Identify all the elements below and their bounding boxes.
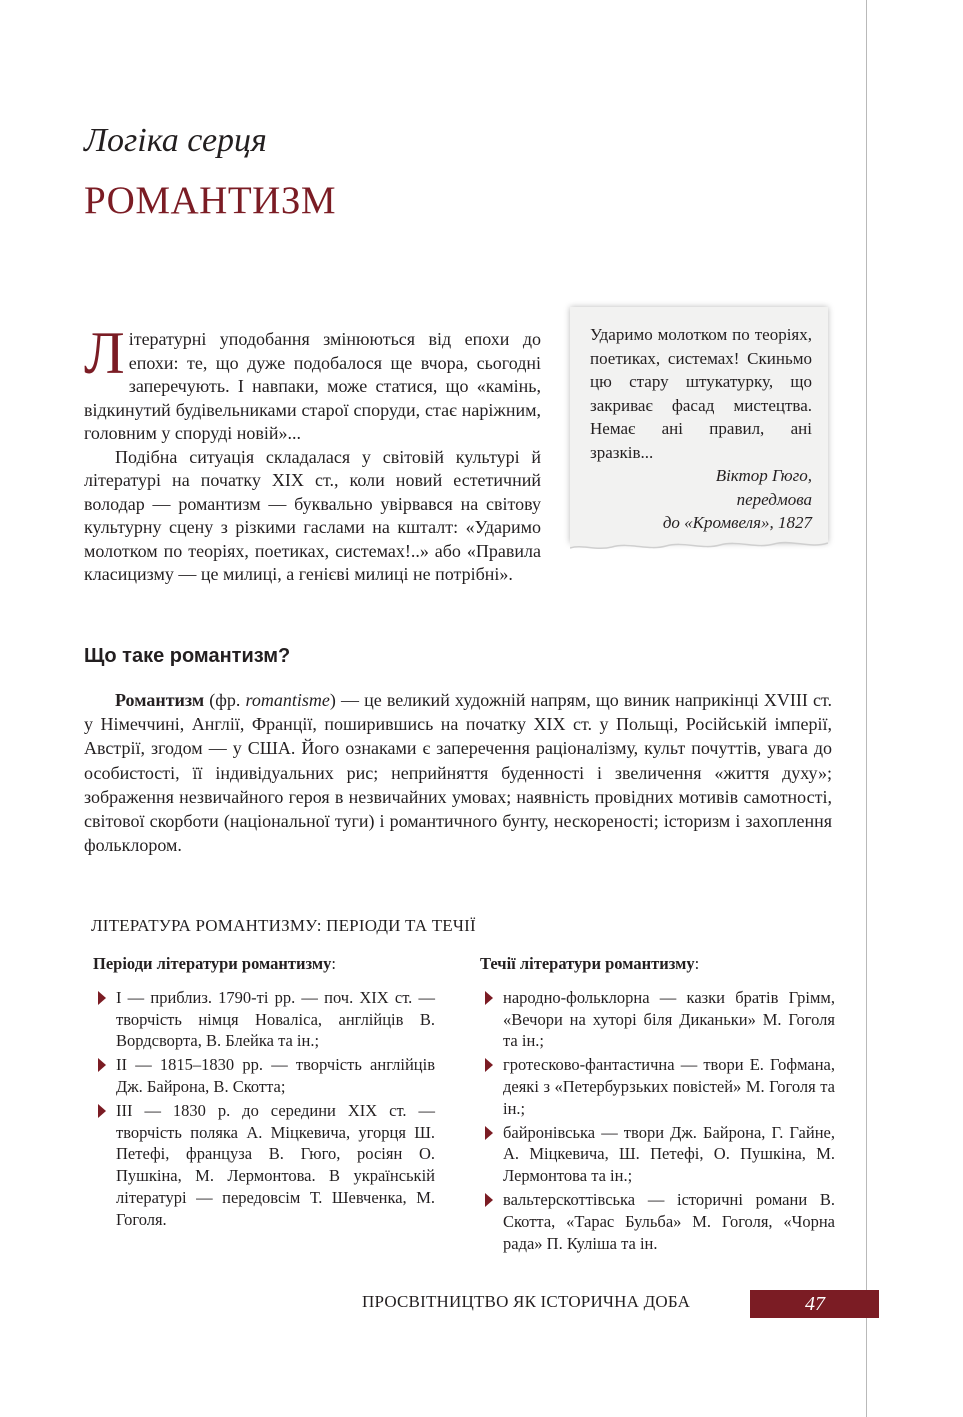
intro-paragraph-2: Подібна ситуація складалася у світовій культурі й літературі на початку XIX ст., коли новий естетичний володар — романтизм — буквально увірвався на світову культурну сцену з різкими гаслами на кшталт: «Ударимо молотком по теоріях, поетиках, системах!..» або «Правила класицизму — це милиці, а генієві милиці не потрібні».: [84, 446, 541, 584]
list-item: вальтерскоттівська — історичні романи В. Скотта, «Тарас Бульба» М. Гоголя, «Чорна рада» П. Куліша та ін.: [480, 1189, 835, 1254]
definition-origin-word: romantisme: [245, 690, 330, 710]
chapter-title: РОМАНТИЗМ: [84, 179, 337, 222]
currents-list: [480, 987, 835, 1255]
bullet-triangle-icon: [98, 1058, 106, 1072]
bullet-triangle-icon: [98, 1104, 106, 1118]
list-item: народно-фольклорна — казки братів Грімм, «Вечори на хуторі біля Диканьки» М. Гоголя та ін.;: [480, 987, 835, 1052]
romanticism-definition: Романтизм (фр. romantisme) — це великий художній напрям, що виник наприкінці XVIII ст. у Німеччині, Англії, Франції, поширившись на початку XIX ст. у Польщі, Російській імперії, Австрії, згодом — у США. Його ознаками є заперечення раціоналізму, культ почуттів, увага до особистості, її індивідуальних рис; неприйняття буденності і звеличення «життя духу»; зображення незвичайного героя в незвичайних умовах; наявність провідних мотивів самотності, світової скорботи (національної туги) і романтичного бунту, нескореності; історизм і захоплення фольклором.: [84, 690, 832, 856]
list-item: байронівська — твори Дж. Байрона, Г. Гайне, А. Міцкевича, Ш. Петефі, О. Пушкіна, М. Лермонтова та ін.;: [480, 1122, 835, 1187]
epigraph-source-line1: передмова: [736, 489, 812, 509]
table-caption: ЛІТЕРАТУРА РОМАНТИЗМУ: ПЕРІОДИ ТА ТЕЧІЇ: [91, 916, 476, 935]
list-item: гротесково-фантастична — твори Е. Гофмана, деякі з «Петербурзьких повістей» М. Гоголя та ін.;: [480, 1054, 835, 1119]
epigraph-text: Ударимо молотком по теоріях, поетиках, системах! Скиньмо цю стару штукатурку, що закриває фасад мистецтва. Немає ані правил, ані зразків...: [590, 325, 812, 462]
bullet-triangle-icon: [98, 991, 106, 1005]
definition-term: Романтизм: [115, 690, 205, 710]
bullet-triangle-icon: [485, 1058, 493, 1072]
currents-column: [480, 953, 835, 1256]
epigraph-author: Віктор Гюго,: [715, 466, 812, 485]
subheading-what-is-romanticism: Що таке романтизм?: [84, 645, 291, 667]
bullet-triangle-icon: [485, 991, 493, 1005]
periods-list: [93, 987, 435, 1231]
page-number: 47: [805, 1293, 825, 1315]
intro-text: [84, 320, 836, 587]
periods-heading: Періоди літератури романтизму:: [93, 954, 336, 973]
intro-paragraph-1: Літературні уподобання змінюються від епохи до епохи: те, що дуже подобалося ще вчора, сьогодні заперечують. І навпаки, може статися, що «камінь, відкинутий будівельниками старої споруди, стає наріжним, головним у споруді новій»...: [84, 320, 541, 443]
epigraph-source-line2: до «Кромвеля», 1827: [662, 513, 812, 532]
list-item: II — 1815–1830 рр. — творчість англійців Дж. Байрона, В. Скотта;: [93, 1054, 435, 1098]
list-item: III — 1830 р. до середини XIX ст. — творчість поляка А. Міцкевича, угорця Ш. Петефі, француза В. Гюго, росіян О. Пушкіна, М. Лермонтова. В українській літературі — передовсім Т. Шевченка, М. Гоголя.: [93, 1100, 435, 1231]
running-footer-title: ПРОСВІТНИЦТВО ЯК ІСТОРИЧНА ДОБА: [362, 1292, 691, 1311]
bullet-triangle-icon: [485, 1126, 493, 1140]
list-item: I — приблиз. 1790-ті рр. — поч. XIX ст. — творчість німця Новаліса, англійців В. Вордсворта, В. Блейка та ін.;: [93, 987, 435, 1052]
drop-cap: Л: [84, 320, 125, 386]
currents-heading: Течії літератури романтизму:: [480, 954, 700, 973]
bullet-triangle-icon: [485, 1193, 493, 1207]
page-edge-line: [866, 0, 867, 1417]
section-title: Логіка серця: [84, 122, 267, 159]
periods-column: [93, 953, 435, 1233]
